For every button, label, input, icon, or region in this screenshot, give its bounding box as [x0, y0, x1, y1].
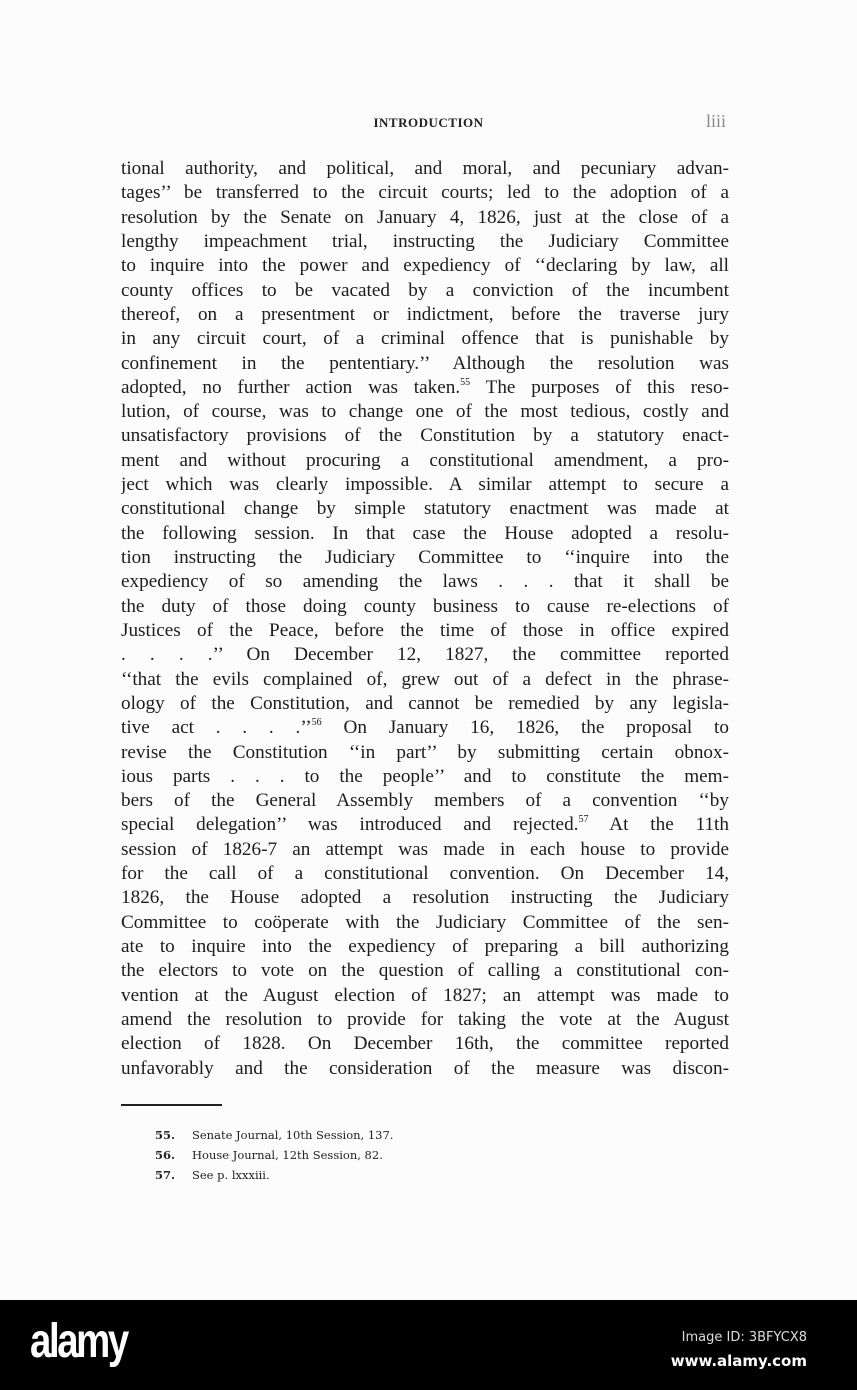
text-line [121, 643, 729, 667]
text-line [121, 303, 729, 327]
line-text: the electors to vote on the question of calling a constitutional con- [121, 960, 729, 982]
line-text: unsatisfactory provisions of the Constitution by a statutory enact- [121, 425, 729, 447]
running-head: INTRODUCTION [373, 115, 484, 130]
line-text: ate to inquire into the expediency of preparing a bill authorizing [121, 936, 729, 957]
line-text: tional authority, and political, and moral, and pecuniary advan- [121, 158, 729, 179]
line-text: 1826, the House adopted a resolution instructing the Judiciary [121, 887, 729, 909]
line-text: Justices of the Peace, before the time of those in office expired [121, 619, 729, 641]
line-text: to inquire into the power and expediency of ‘‘declaring by law, all [121, 255, 729, 277]
text-line [121, 741, 729, 765]
line-text: lengthy impeachment trial, instructing the Judiciary Committee [121, 230, 729, 252]
line-text: At the 11th [588, 814, 729, 836]
line-text: tages’’ be transferred to the circuit courts; led to the adoption of a [121, 182, 729, 204]
line-text: resolution by the Senate on January 4, 1826, just at the close of a [121, 206, 729, 228]
line-text: tion instructing the Judiciary Committee to ‘‘inquire into the [121, 547, 729, 568]
text-line [121, 1008, 729, 1032]
line-text: On January 16, 1826, the proposal to [321, 717, 729, 739]
text-line [121, 935, 729, 959]
text-line [121, 181, 729, 205]
footnote-ref: 55 [460, 376, 471, 388]
line-text: ject which was clearly impossible. A similar attempt to secure a [121, 474, 729, 496]
line-text: The purposes of this reso- [470, 376, 729, 398]
line-text: ology of the Constitution, and cannot be remedied by any legisla- [121, 692, 729, 714]
text-line [121, 449, 729, 473]
text-line [121, 911, 729, 935]
text-line [121, 813, 729, 837]
line-text: amend the resolution to provide for taking the vote at the August [121, 1008, 729, 1030]
line-text: constitutional change by simple statutory enactment was made at [121, 498, 729, 520]
page-number: liii [706, 111, 727, 131]
line-text: . . . .’’ On December 12, 1827, the committee reported [121, 644, 729, 666]
line-text: adopted, no further action was taken. [121, 376, 461, 398]
footnote-text: See p. lxxxiii. [192, 1168, 270, 1182]
line-text: the duty of those doing county business to cause re-elections of [121, 595, 729, 617]
line-text: session of 1826-7 an attempt was made in each house to provide [121, 838, 729, 860]
text-line [121, 279, 729, 303]
footnote-text: House Journal, 12th Session, 82. [192, 1148, 383, 1162]
text-line [121, 595, 729, 619]
line-text: ‘‘that the evils complained of, grew out of a defect in the phrase- [121, 668, 729, 690]
footnotes [155, 1125, 393, 1185]
text-line [121, 206, 729, 230]
text-line [121, 619, 729, 643]
text-line [121, 400, 729, 424]
line-text: Committee to coöperate with the Judiciary Committee of the sen- [121, 911, 729, 933]
image-id: Image ID: 3BFYCX8 [681, 1330, 807, 1345]
text-line [121, 327, 729, 351]
footnote-divider [121, 1104, 222, 1106]
line-text: expediency of so amending the laws . . . that it shall be [121, 571, 729, 593]
line-text: county offices to be vacated by a conviction of the incumbent [121, 279, 729, 301]
text-line [121, 570, 729, 594]
footnote-number: 55. [155, 1128, 176, 1142]
site-url: www.alamy.com [670, 1352, 807, 1370]
text-line [121, 376, 729, 400]
text-line [121, 668, 729, 692]
text-line [121, 352, 729, 376]
text-line [121, 1032, 729, 1056]
line-text: lution, of course, was to change one of the most tedious, costly and [121, 401, 729, 423]
text-line [121, 886, 729, 910]
text-line [121, 157, 729, 181]
text-line [121, 692, 729, 716]
line-text: in any circuit court, of a criminal offence that is punishable by [121, 328, 729, 350]
text-line [121, 522, 729, 546]
text-line [121, 497, 729, 521]
line-text: special delegation’’ was introduced and rejected. [121, 814, 579, 836]
text-line [121, 765, 729, 789]
text-line [121, 424, 729, 448]
line-text: for the call of a constitutional convention. On December 14, [121, 863, 729, 885]
footnote-number: 56. [155, 1148, 176, 1162]
text-line [121, 959, 729, 983]
line-text: tive act . . . .’’ [121, 717, 312, 739]
watermark-banner [0, 1300, 857, 1390]
line-text: ment and without procuring a constitutional amendment, a pro- [121, 449, 729, 471]
footnote-ref: 57 [578, 814, 589, 826]
line-text: election of 1828. On December 16th, the committee reported [121, 1033, 729, 1055]
alamy-logo: alamy [30, 1315, 127, 1368]
body-text [121, 157, 729, 1081]
text-line [121, 546, 729, 570]
footnote-ref: 56 [311, 717, 322, 729]
line-text: revise the Constitution ‘‘in part’’ by submitting certain obnox- [121, 741, 729, 763]
footnote [155, 1125, 393, 1145]
line-text: confinement in the pententiary.’’ Although the resolution was [121, 352, 729, 374]
line-text: the following session. In that case the House adopted a resolu- [121, 522, 729, 544]
text-line [121, 716, 729, 740]
text-line [121, 1057, 729, 1081]
text-line [121, 862, 729, 886]
text-line [121, 230, 729, 254]
line-text: ious parts . . . to the people’’ and to constitute the mem- [121, 765, 729, 787]
line-text: vention at the August election of 1827; an attempt was made to [121, 984, 729, 1006]
line-text: thereof, on a presentment or indictment, before the traverse jury [121, 303, 729, 325]
text-line [121, 838, 729, 862]
text-line [121, 254, 729, 278]
line-text: bers of the General Assembly members of a convention ‘‘by [121, 790, 729, 812]
footnote-number: 57. [155, 1168, 176, 1182]
text-line [121, 473, 729, 497]
text-line [121, 789, 729, 813]
footnote-text: Senate Journal, 10th Session, 137. [192, 1128, 394, 1142]
footnote [155, 1145, 393, 1165]
text-line [121, 984, 729, 1008]
footnote [155, 1165, 393, 1185]
line-text: unfavorably and the consideration of the measure was discon- [121, 1057, 729, 1079]
